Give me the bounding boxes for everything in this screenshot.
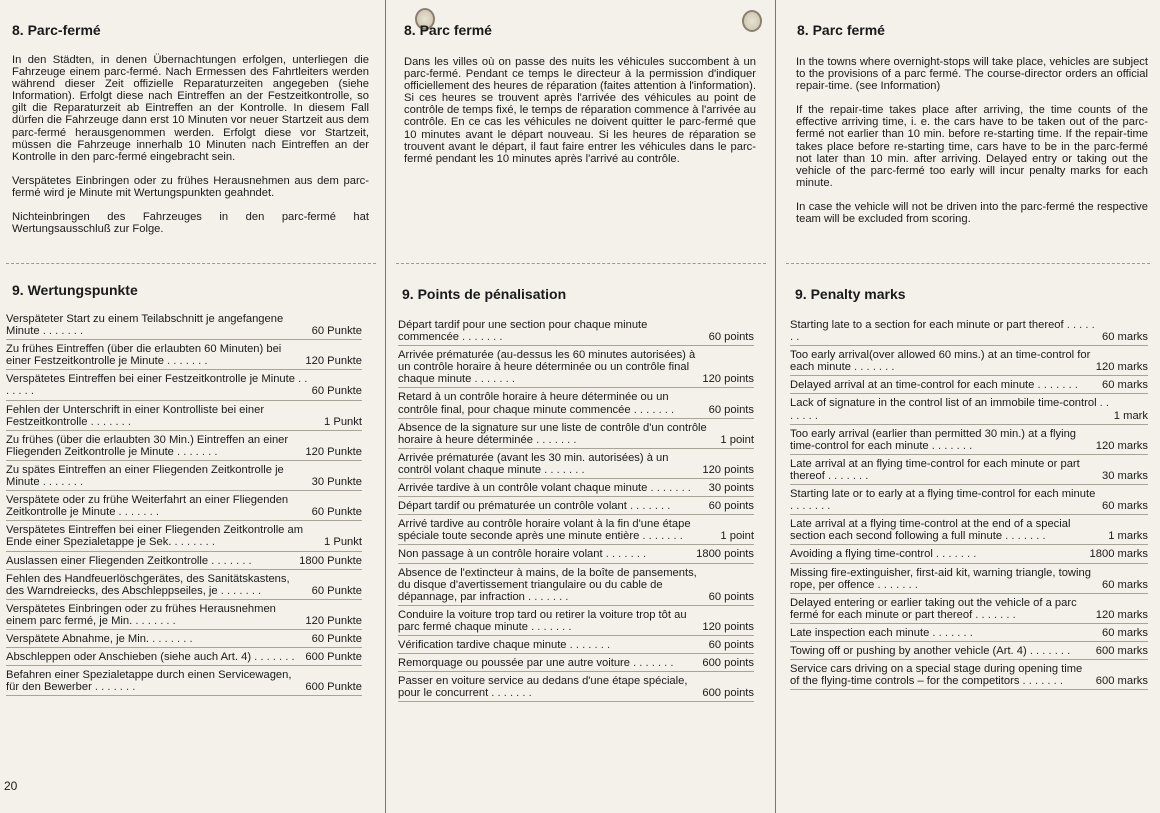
penalty-value: 120 marks [1095,439,1148,452]
penalty-description: Lack of signature in the control list of an immobile time-control . . . [790,397,1114,421]
penalty-value: 600 Punkte [305,651,362,664]
penalty-row [6,521,362,551]
penalty-value: 120 Punkte [305,445,362,458]
penalty-description: Fehlen des Handfeuerlöschgerätes, des Sanitätskastens, des Warndreiecks, des Abschleppseiles, je . . . [6,573,312,597]
penalty-description: Arrivée prématurée (avant les 30 min. autorisées) à un contröl volant chaque minute . . . [398,452,702,476]
penalty-description: Arrivée prématurée (au-dessus les 60 minutes autorisées) à un contrôle horaire à heure déterminée ou un contrôle final chaque minute . . . [398,349,702,385]
page-number: 20 [4,779,18,793]
penalty-value: 60 points [708,331,754,344]
penalty-description: Too early arrival (earlier than permitted 30 min.) at a flying time-control for each minute . . . [790,428,1096,452]
penalty-value: 1 marks [1108,530,1148,543]
penalty-description: Verspätetes Eintreffen bei einer Festzeitkontrolle je Minute . . . [6,373,312,397]
german-column [0,0,385,813]
penalty-description: Too early arrival(over allowed 60 mins.) at an time-control for each minute . . . [790,349,1096,373]
paragraph: In case the vehicle will not be driven into the parc-fermé the respective team will be excluded from scoring. [796,200,1148,226]
penalty-value: 1800 Punkte [299,554,362,567]
penalty-description: Starting late or to early at a flying time-control for each minute . . . [790,488,1102,512]
penalty-description: Abschleppen oder Anschieben (siehe auch Art. 4) . . . [6,651,305,663]
section-divider [786,263,1150,264]
penalty-row [6,600,362,630]
penalty-row [790,545,1148,563]
penalty-value: 60 Punkte [311,506,362,519]
penalty-description: Non passage à un contrôle horaire volant . . . [398,548,696,560]
penalty-value: 30 points [708,482,754,495]
penalty-row [790,485,1148,515]
penalty-value: 60 marks [1101,500,1148,513]
penalty-value: 120 Punkte [305,355,362,368]
penalty-value: 60 marks [1101,379,1148,392]
penalty-list [790,316,1148,690]
penalty-row [6,340,362,370]
penalty-value: 60 Punkte [311,632,362,645]
english-column [776,0,1160,813]
penalty-value: 60 Punkte [311,325,362,338]
penalty-row [6,401,362,431]
section-title-parc-ferme: 8. Parc fermé [404,22,492,38]
penalty-row [790,394,1148,424]
penalty-value: 1800 points [696,548,754,561]
penalty-row [6,630,362,648]
penalty-description: Verspätetes Eintreffen bei einer Fliegenden Zeitkontrolle am Ende einer Spezialetappe je Sek. . . . [6,524,324,548]
section-divider [396,263,766,264]
penalty-value: 60 marks [1101,578,1148,591]
penalty-description: Absence de la signature sur une liste de contrôle d'un contrôle horaire à heure déterminée . . . [398,422,720,446]
penalty-row [790,376,1148,394]
penalty-row [398,346,754,388]
penalty-row [790,660,1148,690]
penalty-row [398,606,754,636]
penalty-description: Late inspection each minute . . . [790,627,1102,639]
penalty-description: Absence de l'extincteur à mains, de la boîte de pansements, du disque d'avertissement triangulaire ou du cable de dépannage, par infraction . . . [398,567,709,603]
penalty-row [398,636,754,654]
penalty-description: Zu spätes Eintreffen an einer Fliegenden Zeitkontrolle je Minute . . . [6,464,312,488]
penalty-row [6,491,362,521]
section-divider [6,263,376,264]
french-column [386,0,775,813]
penalty-value: 60 points [708,403,754,416]
penalty-value: 1800 marks [1089,548,1148,561]
penalty-description: Fehlen der Unterschrift in einer Kontrolliste bei einer Festzeitkontrolle . . . [6,404,324,428]
penalty-row [398,419,754,449]
penalty-value: 60 marks [1101,331,1148,344]
penalty-row [398,672,754,702]
penalty-row [790,455,1148,485]
penalty-value: 1 point [720,530,754,543]
penalty-row [398,388,754,418]
penalty-value: 30 Punkte [311,476,362,489]
penalty-value: 120 points [702,620,754,633]
penalty-description: Delayed entering or earlier taking out the vehicle of a parc fermé for each minute or part thereof . . . [790,597,1096,621]
penalty-row [6,570,362,600]
penalty-description: Vérification tardive chaque minute . . . [398,639,709,651]
paragraph: In the towns where overnight-stops will take place, vehicles are subject to the provisions of a parc fermé. The course-director orders an official repair-time. (see Information) [796,56,1148,93]
penalty-description: Delayed arrival at an time-control for each minute . . . [790,379,1102,391]
penalty-row [6,461,362,491]
section-body-parc-ferme [12,54,369,247]
penalty-value: 600 marks [1095,675,1148,688]
penalty-value: 600 marks [1095,644,1148,657]
penalty-description: Late arrival at an flying time-control for each minute or part thereof . . . [790,458,1102,482]
penalty-description: Arrivé tardive au contrôle horaire volant à la fin d'une étape spéciale toute seconde après une minute entière . . . [398,518,720,542]
penalty-value: 1 mark [1113,409,1148,422]
penalty-description: Starting late to a section for each minute or part thereof . . . [790,319,1102,343]
penalty-value: 1 Punkt [324,536,362,549]
section-title-penalties: 9. Wertungspunkte [12,282,138,298]
penalty-description: Départ tardif ou prématurée un contrôle volant . . . [398,500,709,512]
penalty-row [6,310,362,340]
paragraph: If the repair-time takes place after arriving, the time counts of the effective arriving time, i. e. the cars have to be taken out of the parc-fermé not earlier than 10 min. before re-starting time. If the repair-time takes place before re-starting time, cars have to be in the parc-fermé not later than 10 min. after arriving. Delayed entry or taking out the vehicle of the parc-fermé too early will incur penalty marks for each minute. [796,104,1148,189]
penalty-value: 60 points [708,638,754,651]
penalty-value: 120 marks [1095,608,1148,621]
penalty-description: Befahren einer Spezialetappe durch einen Servicewagen, für den Bewerber . . . [6,669,305,693]
section-title-parc-ferme: 8. Parc fermé [797,22,885,38]
penalty-description: Service cars driving on a special stage during opening time of the flying-time controls – for the competitors . . . [790,663,1096,687]
penalty-row [790,594,1148,624]
penalty-row [6,370,362,400]
penalty-description: Verspäteter Start zu einem Teilabschnitt je angefangene Minute . . . [6,313,312,337]
penalty-value: 120 Punkte [305,614,362,627]
section-body-parc-ferme [796,56,1148,237]
penalty-value: 120 points [702,373,754,386]
penalty-value: 120 points [702,463,754,476]
penalty-description: Late arrival at a flying time-control at the end of a special section each second following a full minute . . . [790,518,1108,542]
section-title-penalties: 9. Penalty marks [795,286,906,302]
penalty-description: Arrivée tardive à un contrôle volant chaque minute . . . [398,482,709,494]
penalty-row [790,316,1148,346]
penalty-value: 60 Punkte [311,584,362,597]
section-title-penalties: 9. Points de pénalisation [402,286,567,302]
penalty-row [790,515,1148,545]
penalty-description: Retard à un contrôle horaire à heure déterminée ou un contrôle final, pour chaque minute commencée . . . [398,391,709,415]
penalty-description: Auslassen einer Fliegenden Zeitkontrolle . . . [6,555,299,567]
penalty-value: 600 Punkte [305,681,362,694]
penalty-row [398,497,754,515]
penalty-row [790,624,1148,642]
penalty-list [6,310,362,696]
penalty-description: Verspätete oder zu frühe Weiterfahrt an einer Fliegenden Zeitkontrolle je Minute . . . [6,494,312,518]
penalty-row [6,666,362,696]
penalty-description: Avoiding a flying time-control . . . [790,548,1090,560]
penalty-value: 60 marks [1101,626,1148,639]
penalty-description: Remorquage ou poussée par une autre voiture . . . [398,657,702,669]
penalty-row [790,642,1148,660]
penalty-value: 1 point [720,433,754,446]
penalty-row [790,346,1148,376]
penalty-description: Départ tardif pour une section pour chaque minute commencée . . . [398,319,709,343]
penalty-value: 120 marks [1095,361,1148,374]
penalty-value: 600 points [702,687,754,700]
penalty-row [398,479,754,497]
penalty-description: Towing off or pushing by another vehicle (Art. 4) . . . [790,645,1096,657]
penalty-value: 60 points [708,590,754,603]
penalty-description: Passer en voiture service au dedans d'une étape spéciale, pour le concurrent . . . [398,675,702,699]
penalty-row [398,515,754,545]
penalty-description: Zu frühes (über die erlaubten 30 Min.) Eintreffen an einer Fliegenden Zeitkontrolle je Minute . . . [6,434,305,458]
penalty-value: 30 marks [1101,469,1148,482]
penalty-row [6,431,362,461]
penalty-row [398,545,754,563]
penalty-row [790,425,1148,455]
penalty-row [6,648,362,666]
penalty-value: 1 Punkt [324,415,362,428]
penalty-row [6,552,362,570]
paragraph: Dans les villes où on passe des nuits les véhicules succombent à un parc-fermé. Pendant ce temps le directeur à la permission d'indiquer officiellement des heures de réparation (faites attention à l'information). Si ces heures se trouvent après l'arrivée des véhicules au point de contrôle de temps fixé, le temps de réparation commence à l'arrivée au contrôle. En ce cas les véhicules ne doivent quitter le parc-fermé que 10 minutes avant le départ nouveau. Si les heures de réparation se trouvent avant le départ, il faut faire entrer les véhicules dans le parc-fermé pendant les 10 minutes après l'arrivé au contrôle. [404,56,756,165]
penalty-value: 600 points [702,657,754,670]
penalty-description: Verspätete Abnahme, je Min. . . . [6,633,312,645]
penalty-value: 60 points [708,500,754,513]
paragraph: Nichteinbringen des Fahrzeuges in den parc-fermé hat Wertungsausschluß zur Folge. [12,211,369,236]
penalty-row [790,564,1148,594]
section-body-parc-ferme [404,56,756,177]
penalty-row [398,449,754,479]
penalty-description: Zu frühes Eintreffen (über die erlaubten 60 Minuten) bei einer Festzeitkontrolle je Minute . . . [6,343,305,367]
penalty-row [398,654,754,672]
penalty-description: Verspätetes Einbringen oder zu frühes Herausnehmen einem parc fermé, je Min. . . . [6,603,305,627]
penalty-description: Missing fire-extinguisher, first-aid kit, warning triangle, towing rope, per offence . . . [790,567,1102,591]
paragraph: In den Städten, in denen Übernachtungen erfolgen, unterliegen die Fahrzeuge einem parc-fermé. Nach Ermessen des Fahrtleiters werden während dieser Zeit offizielle Reparaturzeiten angegeben (siehe Information). Erfolgt diese nach Eintreffen an der Festzeitkontrolle, so gilt die Reparaturzeit ab Eintreffen an der Kontrolle. In diesem Fall dürfen die Fahrzeuge dann erst 10 Minuten vor neuer Startzeit aus dem parc-fermé herausgenommen werden. Erfolgt diese vor Startzeit, müssen die Fahrzeuge innerhalb 10 Minuten nach Eintreffen an der Kontrolle in den parc-fermé eingebracht sein. [12,54,369,163]
penalty-description: Conduire la voiture trop tard ou retirer la voiture trop tôt au parc fermé chaque minute . . . [398,609,702,633]
penalty-list [398,316,754,702]
paragraph: Verspätetes Einbringen oder zu frühes Herausnehmen aus dem parc-fermé wird je Minute mit Wertungspunkten geahndet. [12,174,369,199]
penalty-row [398,316,754,346]
penalty-value: 60 Punkte [311,385,362,398]
penalty-row [398,564,754,606]
section-title-parc-ferme: 8. Parc-fermé [12,22,101,38]
